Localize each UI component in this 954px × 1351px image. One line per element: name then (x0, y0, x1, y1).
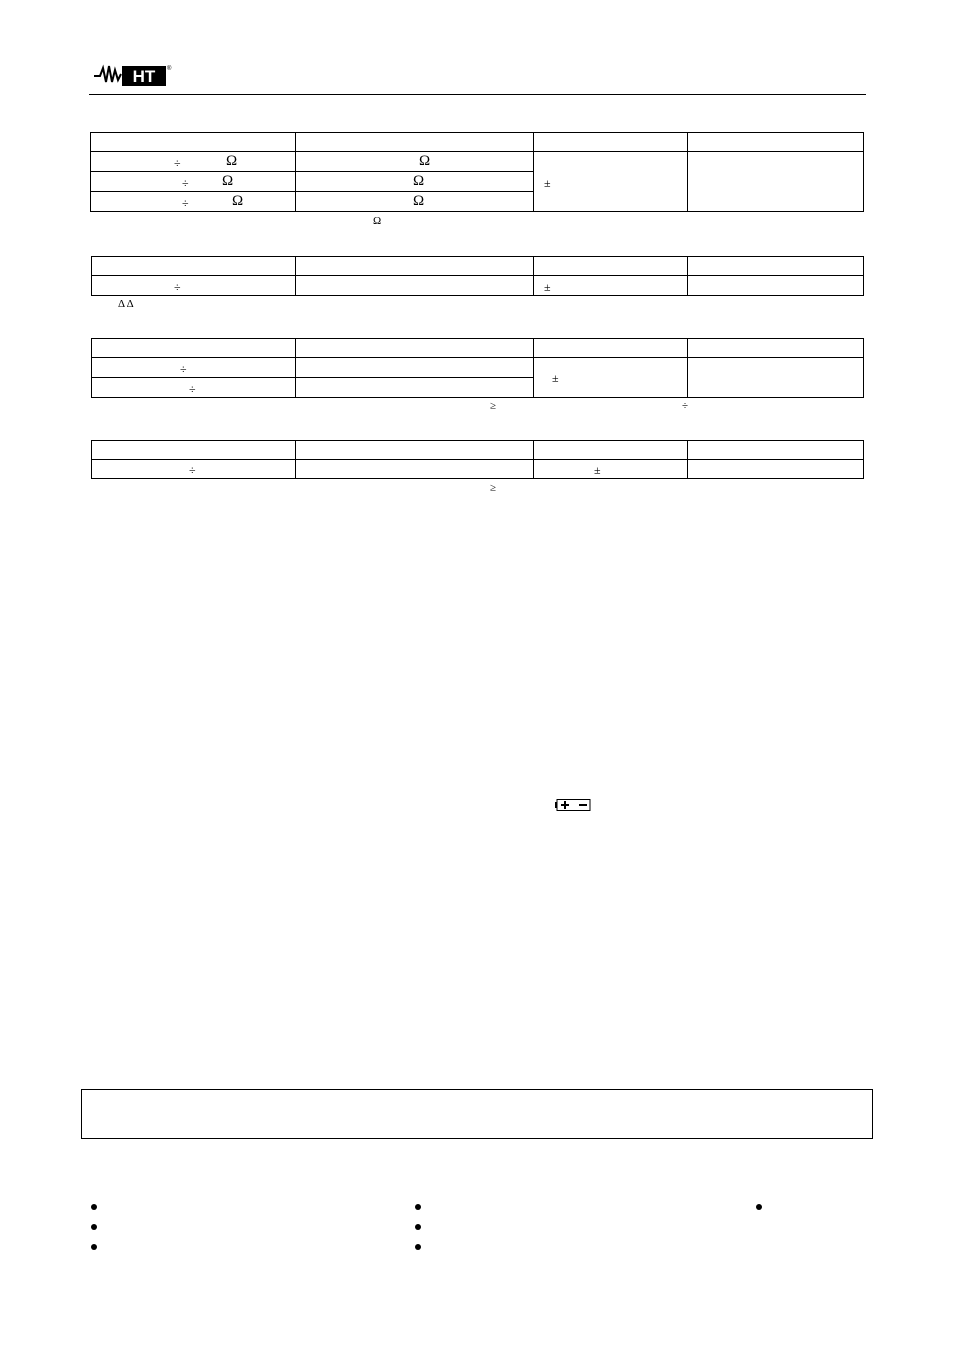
header-cell (296, 441, 534, 460)
table4-note-ge: ≥ (490, 482, 497, 494)
table2-note-delta: Δ Δ (118, 298, 134, 310)
table-row (92, 276, 864, 296)
header-cell (296, 257, 534, 276)
bullet-marker (415, 1204, 421, 1210)
header-cell (296, 133, 534, 152)
table3-note-ge: ≥ (490, 400, 497, 412)
range-unit: Ω (232, 193, 244, 209)
resolution-cell (296, 192, 534, 212)
range-unit: Ω (226, 153, 238, 169)
accuracy-cell (534, 152, 688, 212)
range-cell (91, 172, 296, 192)
table1-note-unit: Ω (373, 215, 382, 227)
header-rule (89, 94, 866, 95)
resolution-unit: Ω (413, 193, 425, 209)
range-separator: ÷ (182, 176, 189, 190)
bullet-marker (91, 1244, 97, 1250)
logo-text: HT (132, 67, 156, 86)
header-cell (688, 441, 864, 460)
table-row (91, 152, 864, 172)
resolution-unit: Ω (413, 173, 425, 189)
note-box (81, 1089, 873, 1139)
extra-cell (688, 276, 864, 296)
accuracy-cell (534, 276, 688, 296)
accuracy-cell (534, 358, 688, 398)
header-cell (688, 257, 864, 276)
range-cell (92, 460, 296, 479)
header-cell (92, 257, 296, 276)
bullet-marker (91, 1224, 97, 1230)
header-cell (534, 441, 688, 460)
accuracy-cell (534, 460, 688, 479)
spec-table-3 (91, 338, 864, 398)
range-separator: ÷ (174, 156, 181, 170)
spec-table-2 (91, 256, 864, 296)
accuracy-symbol: ± (544, 176, 551, 190)
logo-registered-mark: ® (167, 66, 172, 72)
battery-icon (555, 799, 591, 811)
header-cell (534, 257, 688, 276)
range-cell (92, 276, 296, 296)
table-header-row (92, 257, 864, 276)
resolution-cell (296, 358, 534, 378)
range-separator: ÷ (174, 280, 181, 294)
resolution-cell (296, 276, 534, 296)
ht-logo (94, 62, 170, 88)
bullet-marker (756, 1204, 762, 1210)
range-separator: ÷ (180, 362, 187, 376)
table-header-row (92, 339, 864, 358)
accuracy-symbol: ± (594, 463, 601, 477)
extra-cell (688, 460, 864, 479)
range-cell (91, 152, 296, 172)
table-row (92, 460, 864, 479)
range-unit: Ω (222, 173, 234, 189)
header-cell (688, 339, 864, 358)
header-cell (91, 133, 296, 152)
table3-note-div: ÷ (682, 400, 689, 412)
resolution-cell (296, 460, 534, 479)
bullet-marker (91, 1204, 97, 1210)
spec-table-1 (90, 132, 864, 212)
header-cell (534, 339, 688, 358)
bullet-marker (415, 1244, 421, 1250)
header-cell (534, 133, 688, 152)
accuracy-symbol: ± (544, 280, 551, 294)
bullet-marker (415, 1224, 421, 1230)
table-row (92, 358, 864, 378)
table-header-row (92, 441, 864, 460)
range-cell (92, 378, 296, 398)
resolution-cell (296, 172, 534, 192)
resolution-cell (296, 378, 534, 398)
header-cell (296, 339, 534, 358)
header-cell (92, 339, 296, 358)
range-separator: ÷ (189, 382, 196, 396)
range-cell (92, 358, 296, 378)
resolution-unit: Ω (419, 153, 431, 169)
spec-table-4 (91, 440, 864, 479)
header-cell (92, 441, 296, 460)
accuracy-symbol: ± (552, 371, 559, 385)
range-separator: ÷ (189, 463, 196, 477)
resolution-cell (296, 152, 534, 172)
range-cell (91, 192, 296, 212)
extra-cell (688, 358, 864, 398)
header-cell (688, 133, 864, 152)
range-separator: ÷ (182, 196, 189, 210)
table-header-row (91, 133, 864, 152)
extra-cell (688, 152, 864, 212)
